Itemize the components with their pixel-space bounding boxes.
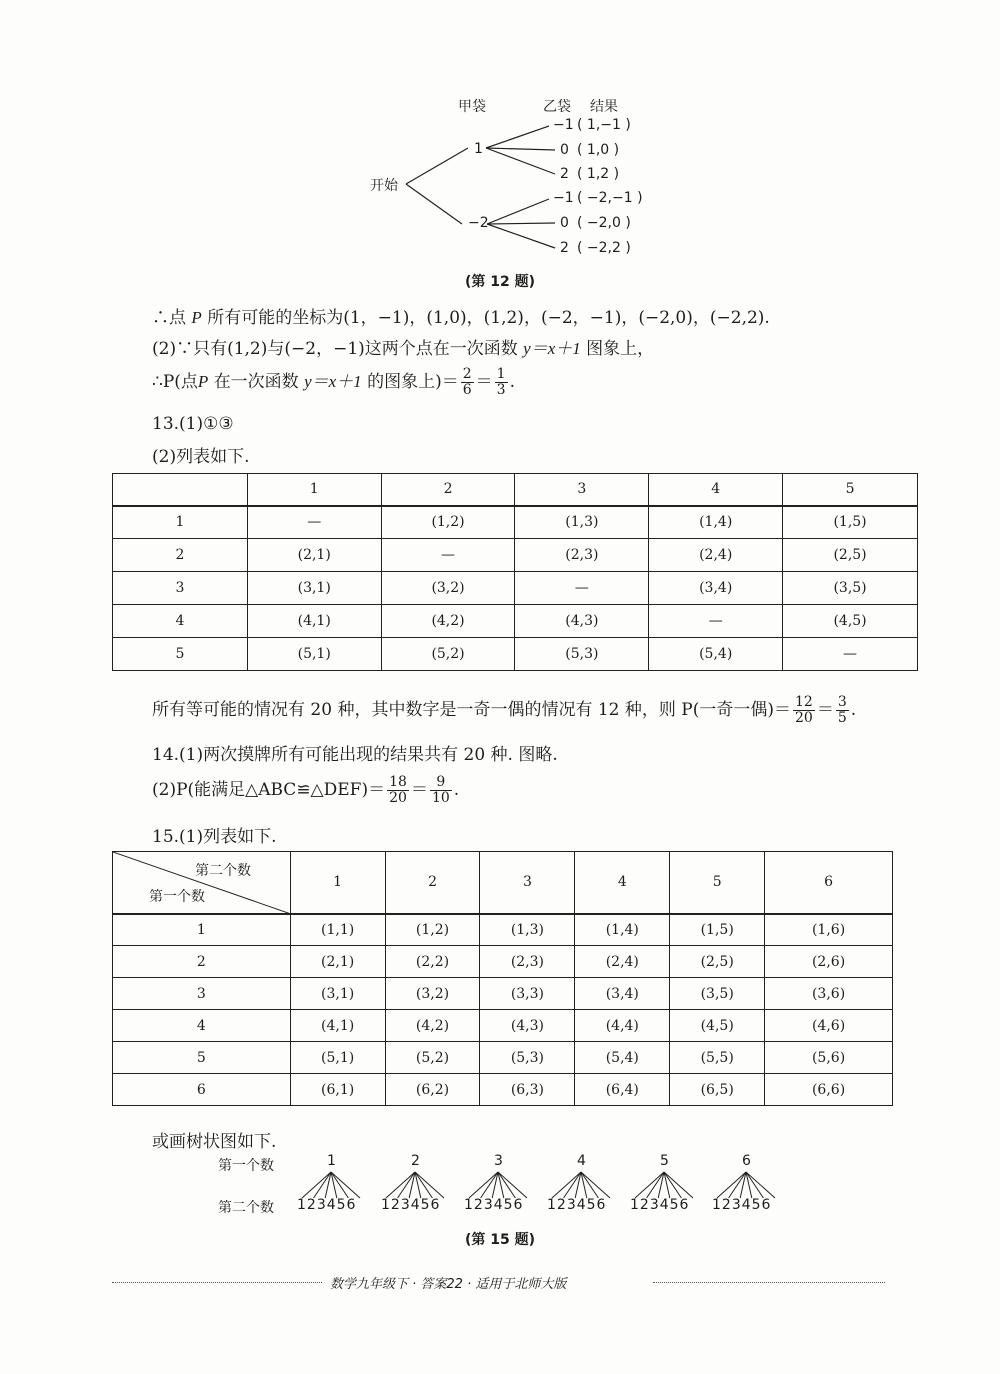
table-cell: (4,6) xyxy=(765,1010,893,1042)
var-p: P xyxy=(197,372,209,391)
header-cell: 1 xyxy=(290,852,385,914)
table-cell: — xyxy=(783,638,918,671)
fraction xyxy=(793,695,815,726)
q12-caption: (第 12 题) xyxy=(465,274,536,290)
fraction xyxy=(461,367,474,398)
table-cell: — xyxy=(247,506,381,539)
text: 图象上， xyxy=(586,339,655,359)
corner-cell xyxy=(113,852,291,914)
q12-leaf-result: ( −2,2 ) xyxy=(577,240,631,256)
q12-leaf-value: 0 xyxy=(560,215,569,231)
q15-tree-lines xyxy=(0,1160,1000,1210)
table-cell: — xyxy=(649,605,783,638)
header-cell: 4 xyxy=(649,474,783,506)
table-cell: (6,5) xyxy=(670,1074,765,1106)
numerator: 2 xyxy=(462,366,472,382)
table-cell: — xyxy=(381,539,515,572)
q12-leaf-value: 2 xyxy=(560,240,569,256)
q12-branch-label: −2 xyxy=(468,215,489,231)
header-cell xyxy=(113,474,248,506)
tree-leaves: 123456 xyxy=(464,1197,524,1213)
q12-header-result: 结果 xyxy=(590,99,618,115)
q12-leaf-result: ( 1,2 ) xyxy=(577,166,620,182)
q15-line-1: 15.(1)列表如下. xyxy=(152,827,277,847)
table-row xyxy=(113,946,893,978)
table-header-row xyxy=(113,852,893,914)
denominator: 10 xyxy=(431,790,450,806)
table-cell: (4,1) xyxy=(247,605,381,638)
table-cell: (6,4) xyxy=(575,1074,670,1106)
table-row xyxy=(113,1074,893,1106)
table-cell: (5,1) xyxy=(290,1042,385,1074)
footer-divider-right xyxy=(653,1282,885,1283)
fraction xyxy=(387,775,409,806)
table-cell: (2,4) xyxy=(575,946,670,978)
header-cell: 3 xyxy=(515,474,649,506)
tree-leaves: 123456 xyxy=(712,1197,772,1213)
table-cell: (1,1) xyxy=(290,914,385,946)
denominator: 20 xyxy=(389,790,407,806)
table-cell: (5,3) xyxy=(515,638,649,671)
q13-conclusion: 所有等可能的情况有 20 种，其中数字是一奇一偶的情况有 12 种，则 P(一奇一偶)＝ $\frac{12}{20}$ ＝ $\frac{3}{5}$ . xyxy=(152,694,857,726)
table-cell: (1,5) xyxy=(783,506,918,539)
table-cell: (4,2) xyxy=(385,1010,480,1042)
table-cell: (1,3) xyxy=(515,506,649,539)
text: 的图象上)＝ xyxy=(367,372,459,392)
table-header-row xyxy=(113,474,918,506)
text: ∴点 xyxy=(152,308,186,328)
first-number-label: 第一个数 xyxy=(218,1158,274,1174)
table-cell: (6,6) xyxy=(765,1074,893,1106)
q12-leaf-result: ( 1,0 ) xyxy=(577,142,620,158)
table-row xyxy=(113,605,918,638)
function-expression: y＝x＋1 xyxy=(523,339,581,358)
q12-root-label: 开始 xyxy=(370,178,398,194)
table-cell: (5,5) xyxy=(670,1042,765,1074)
header-cell: 3 xyxy=(480,852,575,914)
table-cell: (4,3) xyxy=(515,605,649,638)
header-cell: 4 xyxy=(575,852,670,914)
table-cell: (1,4) xyxy=(575,914,670,946)
tree-root: 4 xyxy=(577,1153,586,1169)
footer-text: 数学九年级下 · 答案22 · 适用于北师大版 xyxy=(330,1277,567,1292)
table-cell: (4,5) xyxy=(783,605,918,638)
second-number-label: 第二个数 xyxy=(218,1200,274,1216)
table-cell: (2,5) xyxy=(783,539,918,572)
table-cell: (3,1) xyxy=(290,978,385,1010)
table-cell: (3,2) xyxy=(381,572,515,605)
table-row xyxy=(113,506,918,539)
table-cell: (1,2) xyxy=(381,506,515,539)
footer-divider-left xyxy=(112,1282,322,1283)
table-cell: (6,3) xyxy=(480,1074,575,1106)
header-cell: 2 xyxy=(385,852,480,914)
numerator: 12 xyxy=(794,694,813,710)
table-cell: (3,5) xyxy=(783,572,918,605)
table-cell: 4 xyxy=(113,605,248,638)
text: 所有可能的坐标为(1，−1)，(1,0)，(1,2)，(−2，−1)，(−2,0)，(−2,2). xyxy=(207,308,770,328)
q12-leaf-value: −1 xyxy=(553,190,574,206)
table-cell: (3,4) xyxy=(649,572,783,605)
fraction xyxy=(430,775,452,806)
table-cell: (1,4) xyxy=(649,506,783,539)
q12-leaf-value: 2 xyxy=(560,166,569,182)
table-cell: (3,2) xyxy=(385,978,480,1010)
table-row xyxy=(113,1042,893,1074)
table-cell: (3,1) xyxy=(247,572,381,605)
table-cell: (4,5) xyxy=(670,1010,765,1042)
fraction xyxy=(495,367,508,398)
table-cell: (4,3) xyxy=(480,1010,575,1042)
denominator: 20 xyxy=(794,710,813,726)
q12-header-bag-b: 乙袋 xyxy=(543,99,571,115)
table-cell: (4,4) xyxy=(575,1010,670,1042)
q14-line-1: 14.(1)两次摸牌所有可能出现的结果共有 20 种. 图略. xyxy=(152,745,558,765)
table-cell: (2,3) xyxy=(480,946,575,978)
q12-leaf-value: −1 xyxy=(553,117,574,133)
table-row xyxy=(113,914,893,946)
tree-leaves: 123456 xyxy=(297,1197,357,1213)
text: ∴P(点 xyxy=(152,372,198,392)
table-cell: 3 xyxy=(113,978,291,1010)
text: (2)∵只有(1,2)与(−2，−1)这两个点在一次函数 xyxy=(152,339,518,359)
table-cell: (2,6) xyxy=(765,946,893,978)
table-cell: (5,3) xyxy=(480,1042,575,1074)
tree-leaves: 123456 xyxy=(630,1197,690,1213)
table-cell: (2,5) xyxy=(670,946,765,978)
tree-root: 2 xyxy=(411,1153,420,1169)
q12-leaf-result: ( −2,−1 ) xyxy=(577,190,643,206)
table-cell: (6,1) xyxy=(290,1074,385,1106)
text: (2)P(能满足△ABC≌△DEF)＝ xyxy=(152,780,386,800)
table-cell: 5 xyxy=(113,638,248,671)
table-cell: (3,4) xyxy=(575,978,670,1010)
numerator: 9 xyxy=(430,775,452,791)
tree-leaves: 123456 xyxy=(547,1197,607,1213)
header-cell: 6 xyxy=(765,852,893,914)
tree-root: 3 xyxy=(494,1153,503,1169)
table-cell: 5 xyxy=(113,1042,291,1074)
q12-header-bag-a: 甲袋 xyxy=(458,99,486,115)
function-expression: y＝x＋1 xyxy=(304,372,362,391)
table-cell: (1,6) xyxy=(765,914,893,946)
header-cell: 5 xyxy=(783,474,918,506)
table-row xyxy=(113,1010,893,1042)
q12-branch-label: 1 xyxy=(474,141,483,157)
q12-answer-line-3: ∴P(点P 在一次函数 y＝x＋1 的图象上)＝ $\frac{2}{6}$ ＝ $\frac{1}{3}$ . xyxy=(152,366,515,398)
table-cell: (2,1) xyxy=(290,946,385,978)
table-cell: (4,1) xyxy=(290,1010,385,1042)
q12-answer-line-1 xyxy=(152,303,770,328)
table-cell: (1,3) xyxy=(480,914,575,946)
var-p: P xyxy=(191,308,202,327)
table-cell: (5,6) xyxy=(765,1042,893,1074)
text: 在一次函数 xyxy=(213,372,299,392)
text: 所有等可能的情况有 20 种，其中数字是一奇一偶的情况有 12 种，则 P(一奇一偶)＝ xyxy=(152,700,791,720)
header-cell: 1 xyxy=(247,474,381,506)
corner-top-label: 第二个数 xyxy=(195,863,251,879)
table-row xyxy=(113,539,918,572)
q13-table xyxy=(112,473,918,671)
table-cell: (4,2) xyxy=(381,605,515,638)
table-cell: (1,5) xyxy=(670,914,765,946)
q15-table xyxy=(112,851,893,1106)
table-cell: (6,2) xyxy=(385,1074,480,1106)
denominator: 3 xyxy=(496,382,506,398)
table-cell: (3,5) xyxy=(670,978,765,1010)
table-cell: (5,4) xyxy=(575,1042,670,1074)
corner-bottom-label: 第一个数 xyxy=(149,889,205,905)
q13-line-1: 13.(1)①③ xyxy=(152,414,234,434)
header-cell: 5 xyxy=(670,852,765,914)
denominator: 5 xyxy=(837,710,847,726)
table-cell: 4 xyxy=(113,1010,291,1042)
numerator: 18 xyxy=(389,774,407,790)
q15-caption: (第 15 题) xyxy=(465,1232,536,1248)
table-row xyxy=(113,978,893,1010)
table-cell: (5,4) xyxy=(649,638,783,671)
table-cell: — xyxy=(515,572,649,605)
q14-line-2: (2)P(能满足△ABC≌△DEF)＝ $\frac{18}{20}$ ＝ $\frac{9}{10}$ . xyxy=(152,774,460,806)
table-cell: (1,2) xyxy=(385,914,480,946)
table-cell: (2,4) xyxy=(649,539,783,572)
table-cell: (3,6) xyxy=(765,978,893,1010)
table-cell: 1 xyxy=(113,506,248,539)
q12-answer-line-2 xyxy=(152,334,654,359)
table-cell: 6 xyxy=(113,1074,291,1106)
table-row xyxy=(113,638,918,671)
q12-leaf-value: 0 xyxy=(560,142,569,158)
q15-tree-intro: 或画树状图如下. xyxy=(152,1132,277,1152)
header-cell: 2 xyxy=(381,474,515,506)
table-cell: (2,2) xyxy=(385,946,480,978)
table-cell: 1 xyxy=(113,914,291,946)
q12-tree-lines xyxy=(0,0,1000,300)
tree-leaves: 123456 xyxy=(381,1197,441,1213)
tree-root: 1 xyxy=(327,1153,336,1169)
table-cell: (3,3) xyxy=(480,978,575,1010)
table-cell: 2 xyxy=(113,539,248,572)
table-cell: 3 xyxy=(113,572,248,605)
tree-root: 6 xyxy=(742,1153,751,1169)
q12-leaf-result: ( −2,0 ) xyxy=(577,215,631,231)
denominator: 6 xyxy=(462,382,472,398)
table-cell: (5,1) xyxy=(247,638,381,671)
table-cell: 2 xyxy=(113,946,291,978)
table-cell: (2,3) xyxy=(515,539,649,572)
table-cell: (5,2) xyxy=(381,638,515,671)
table-row xyxy=(113,572,918,605)
numerator: 3 xyxy=(837,694,847,710)
numerator: 1 xyxy=(496,366,506,382)
q13-line-2: (2)列表如下. xyxy=(152,447,250,467)
fraction xyxy=(836,695,849,726)
table-cell: (5,2) xyxy=(385,1042,480,1074)
table-cell: (2,1) xyxy=(247,539,381,572)
tree-root: 5 xyxy=(660,1153,669,1169)
q12-leaf-result: ( 1,−1 ) xyxy=(577,117,631,133)
